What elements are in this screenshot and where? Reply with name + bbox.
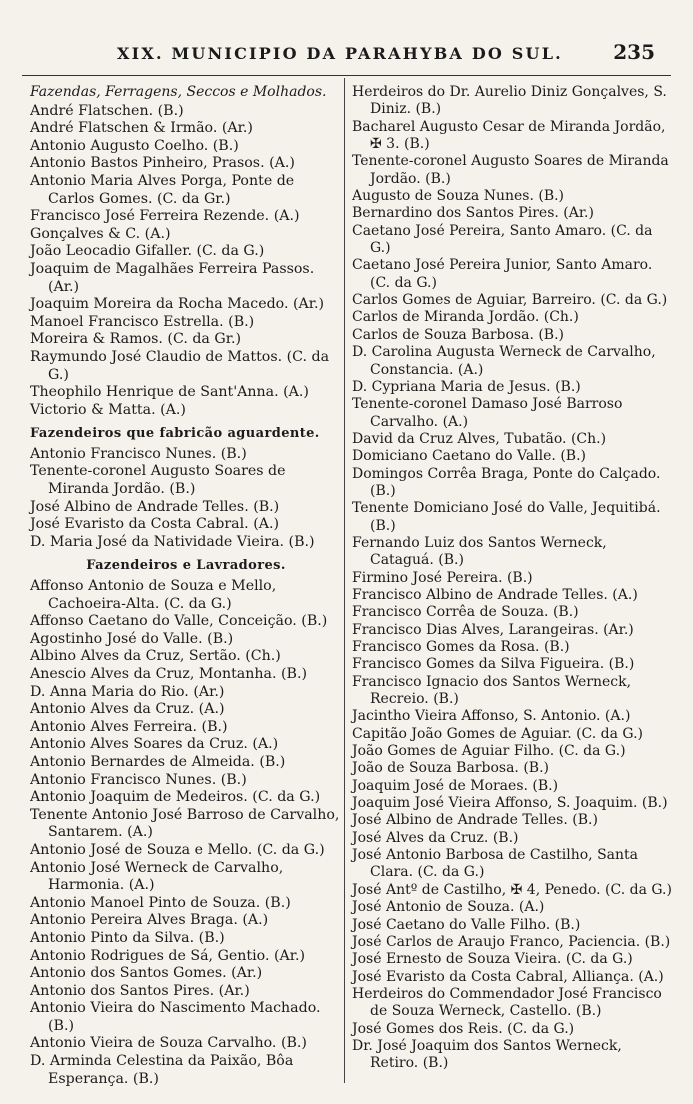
directory-entry: Antonio Alves da Cruz. (A.) (30, 701, 225, 718)
directory-entry: D. Anna Maria do Rio. (Ar.) (30, 683, 225, 700)
directory-entry: José Evaristo da Costa Cabral. (A.) (30, 516, 280, 533)
directory-entry: Antonio Bernardes de Almeida. (B.) (30, 753, 286, 770)
page-number: 235 (613, 40, 655, 64)
directory-entry: Antonio Alves Soares da Cruz. (A.) (30, 736, 279, 753)
directory-entry: Francisco Corrêa de Souza. (B.) (352, 604, 579, 621)
directory-entry: Tenente Domiciano José do Valle, Jequitibá. (B.) (352, 500, 661, 534)
directory-entry: Caetano José Pereira, Santo Amaro. (C. da G.) (352, 222, 653, 257)
directory-entry: Francisco José Ferreira Rezende. (A.) (30, 208, 300, 225)
directory-entry: Domingos Corrêa Braga, Ponte do Calçado. (B.) (352, 465, 661, 499)
directory-entry: Antonio Augusto Coelho. (B.) (30, 137, 239, 154)
right-entries-list (352, 84, 674, 1073)
column-divider (344, 78, 345, 1083)
directory-entry: D. Maria José da Natividade Vieira. (B.) (30, 533, 315, 550)
directory-entry: Caetano José Pereira Junior, Santo Amaro. (C. da G.) (352, 257, 653, 291)
directory-entry: Antonio Francisco Nunes. (B.) (30, 445, 247, 462)
directory-entry: José Ernesto de Souza Vieira. (C. da G.) (352, 951, 633, 968)
directory-entry: Tenente Antonio José Barroso de Carvalho, Santarem. (A.) (30, 806, 340, 841)
directory-entry: Joaquim José de Moraes. (B.) (352, 777, 559, 794)
directory-entry: Antonio Manoel Pinto de Souza. (B.) (30, 894, 291, 911)
directory-entry: David da Cruz Alves, Tubatão. (Ch.) (352, 430, 607, 447)
directory-entry: José Antonio Barbosa de Castilho, Santa Clara. (C. da G.) (352, 847, 639, 881)
directory-entry: D. Arminda Celestina da Paixão, Bôa Esperança. (B.) (30, 1053, 294, 1087)
section-heading-lavradores: Fazendeiros e Lavradores. (86, 558, 286, 574)
page-title: XIX. MUNICIPIO DA PARAHYBA DO SUL. (117, 44, 563, 63)
directory-entry: Bacharel Augusto Cesar de Miranda Jordão, ✠ 3. (B.) (352, 118, 666, 153)
directory-entry: Antonio Vieira de Souza Carvalho. (B.) (30, 1035, 307, 1052)
directory-entry: Carlos de Miranda Jordão. (Ch.) (352, 309, 579, 326)
directory-entry: Affonso Antonio de Souza e Mello, Cachoeira-Alta. (C. da G.) (30, 578, 277, 612)
directory-entry: D. Cypriana Maria de Jesus. (B.) (352, 378, 581, 395)
directory-entry: Raymundo José Claudio de Mattos. (C. da G.) (30, 348, 330, 383)
directory-entry: André Flatschen. (B.) (30, 102, 184, 119)
directory-entry: Jacintho Vieira Affonso, S. Antonio. (A.) (352, 708, 631, 725)
directory-entry: Augusto de Souza Nunes. (B.) (352, 188, 565, 205)
directory-entry: Capitão João Gomes de Aguiar. (C. da G.) (352, 725, 644, 742)
left-column (30, 84, 342, 1088)
directory-entry: Francisco Dias Alves, Larangeiras. (Ar.) (352, 621, 634, 638)
directory-entry: Victorio & Matta. (A.) (30, 401, 186, 418)
directory-entry: Francisco Gomes da Silva Figueira. (B.) (352, 656, 635, 673)
directory-entry: Carlos Gomes de Aguiar, Barreiro. (C. da G.) (352, 292, 668, 309)
directory-entry: Joaquim José Vieira Affonso, S. Joaquim. (B.) (352, 795, 668, 812)
directory-entry: Joaquim de Magalhães Ferreira Passos. (Ar.) (30, 260, 315, 295)
section-aguardente-list (30, 446, 342, 552)
directory-entry: Moreira & Ramos. (C. da Gr.) (30, 331, 241, 348)
directory-entry: José Carlos de Araujo Franco, Paciencia. (B.) (352, 933, 671, 950)
directory-entry: Manoel Francisco Estrella. (B.) (30, 313, 255, 330)
directory-entry: José Albino de Andrade Telles. (B.) (352, 812, 598, 829)
directory-entry: Tenente-coronel Damaso José Barroso Carvalho. (A.) (352, 396, 623, 430)
directory-entry: João Leocadio Gifaller. (C. da G.) (30, 243, 265, 260)
directory-entry: Joaquim Moreira da Rocha Macedo. (Ar.) (30, 296, 325, 313)
directory-entry: Bernardino dos Santos Pires. (Ar.) (352, 205, 594, 222)
section-heading-aguardente: Fazendeiros que fabricão aguardente. (30, 426, 320, 442)
directory-entry: Affonso Caetano do Valle, Conceição. (B.) (30, 613, 328, 630)
directory-entry: Antonio José Werneck de Carvalho, Harmonia. (A.) (30, 859, 284, 894)
directory-entry: Domiciano Caetano do Valle. (B.) (352, 448, 586, 465)
directory-entry: Albino Alves da Cruz, Sertão. (Ch.) (30, 648, 281, 665)
directory-entry: D. Carolina Augusta Werneck de Carvalho, Constancia. (A.) (352, 344, 656, 378)
directory-entry: José Antº de Castilho, ✠ 4, Penedo. (C. da G.) (352, 881, 672, 898)
directory-entry: Gonçalves & C. (A.) (30, 225, 171, 242)
right-column (352, 84, 674, 1073)
directory-entry: Francisco Albino de Andrade Telles. (A.) (352, 586, 638, 603)
directory-entry: Antonio Pereira Alves Braga. (A.) (30, 912, 269, 929)
directory-entry: Theophilo Henrique de Sant'Anna. (A.) (30, 384, 309, 401)
directory-entry: Agostinho José do Valle. (B.) (30, 630, 234, 647)
directory-entry: Firmino José Pereira. (B.) (352, 569, 533, 586)
directory-entry: Antonio dos Santos Pires. (Ar.) (30, 982, 250, 999)
directory-entry: Antonio Bastos Pinheiro, Prasos. (A.) (30, 155, 295, 172)
directory-entry: Antonio Maria Alves Porga, Ponte de Carlos Gomes. (C. da Gr.) (30, 172, 295, 207)
directory-entry: André Flatschen & Irmão. (Ar.) (30, 120, 253, 137)
directory-entry: Dr. José Joaquim dos Santos Werneck, Retiro. (B.) (352, 1037, 622, 1072)
directory-entry: Anescio Alves da Cruz, Montanha. (B.) (30, 666, 308, 682)
directory-entry: Antonio José de Souza e Mello. (C. da G.) (30, 841, 325, 858)
header-rule (22, 75, 671, 76)
directory-entry: José Albino de Andrade Telles. (B.) (30, 498, 280, 515)
directory-entry: José Antonio de Souza. (A.) (352, 899, 545, 916)
directory-entry: José Evaristo da Costa Cabral, Alliança. (A.) (352, 968, 664, 985)
directory-entry: Antonio Joaquim de Medeiros. (C. da G.) (30, 789, 321, 806)
directory-entry: Antonio Vieira do Nascimento Machado. (B.) (30, 1000, 321, 1034)
directory-entry: Tenente-coronel Augusto Soares de Miranda Jordão. (B.) (30, 463, 286, 498)
directory-entry: Francisco Ignacio dos Santos Werneck, Recreio. (B.) (352, 673, 632, 708)
section-heading-fazendas: Fazendas, Ferragens, Seccos e Molhados. (30, 84, 327, 100)
directory-entry: João Gomes de Aguiar Filho. (C. da G.) (352, 743, 626, 760)
directory-entry: Antonio Alves Ferreira. (B.) (30, 718, 228, 735)
directory-entry: Antonio Francisco Nunes. (B.) (30, 771, 247, 788)
directory-entry: João de Souza Barbosa. (B.) (352, 760, 549, 777)
directory-entry: José Alves da Cruz. (B.) (352, 829, 519, 846)
directory-entry: Herdeiros do Commendador José Francisco de Souza Werneck, Castello. (B.) (352, 985, 662, 1020)
directory-entry: Francisco Gomes da Rosa. (B.) (352, 639, 570, 655)
directory-entry: José Gomes dos Reis. (C. da G.) (352, 1020, 575, 1037)
directory-entry: Antonio Pinto da Silva. (B.) (30, 929, 225, 946)
directory-entry: Carlos de Souza Barbosa. (B.) (352, 326, 565, 343)
directory-entry: Fernando Luiz dos Santos Werneck, Cataguá. (B.) (352, 534, 607, 569)
directory-entry: Herdeiros do Dr. Aurelio Diniz Gonçalves, S. Diniz. (B.) (352, 84, 667, 118)
section-lavradores-list (30, 578, 342, 1088)
directory-entry: Tenente-coronel Augusto Soares de Miranda Jordão. (B.) (352, 153, 669, 187)
directory-entry: José Caetano do Valle Filho. (B.) (352, 916, 581, 933)
directory-entry: Antonio dos Santos Gomes. (Ar.) (30, 965, 263, 982)
section-fazendas-list (30, 103, 342, 420)
directory-entry: Antonio Rodrigues de Sá, Gentio. (Ar.) (30, 947, 306, 964)
page-header (0, 40, 693, 74)
